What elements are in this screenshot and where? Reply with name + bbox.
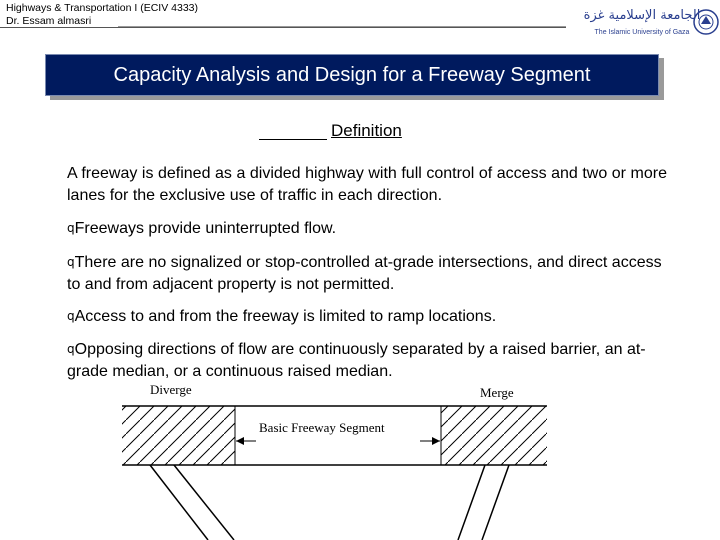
bullet-text: Opposing directions of flow are continuously separated by a raised barrier, an at-grade median, or a continuous raised median. [67,341,646,380]
bullet-item [67,251,667,296]
bullet-item [67,217,667,240]
bullet-text: Freeways provide uninterrupted flow. [74,220,337,237]
off-ramp [150,465,234,540]
slide-title: Capacity Analysis and Design for a Freeway Segment [45,54,659,96]
bullet-item [67,305,667,328]
instructor-name: Dr. Essam almasri [6,15,92,27]
right-arrow-icon [420,437,440,445]
bullet-item [67,338,667,383]
on-ramp [458,465,509,540]
left-arrow-icon [236,437,256,445]
freeway-segment-diagram [0,378,720,540]
merge-label: Merge [480,385,514,400]
course-title: Highways & Transportation I (ECIV 4333) [6,2,199,14]
bullet-icon: q [67,255,75,269]
university-logo [570,0,720,46]
header-divider [0,27,566,28]
section-title: Definition [331,121,402,140]
bullet-icon: q [67,309,75,323]
bullet-icon: q [67,342,75,356]
merge-hatch-area [441,406,547,465]
definition-underline [259,139,327,140]
bullet-text: Access to and from the freeway is limited to ramp locations. [74,308,497,325]
bullet-icon: q [67,221,75,235]
slide-header [6,2,198,28]
logo-english-text: The Islamic University of Gaza [594,29,690,36]
definition-paragraph: A freeway is defined as a divided highway with full control of access and two or more lanes for the exclusive use of traffic in each direction. [67,165,667,204]
bullet-text: There are no signalized or stop-controlled at-grade intersections, and direct access to and from adjacent property is not permitted. [67,254,662,293]
segment-label: Basic Freeway Segment [259,420,385,435]
logo-arabic-text: الجامعة الإسلامية غزة [583,8,701,23]
diverge-hatch-area [122,406,235,465]
diverge-label: Diverge [150,382,192,397]
